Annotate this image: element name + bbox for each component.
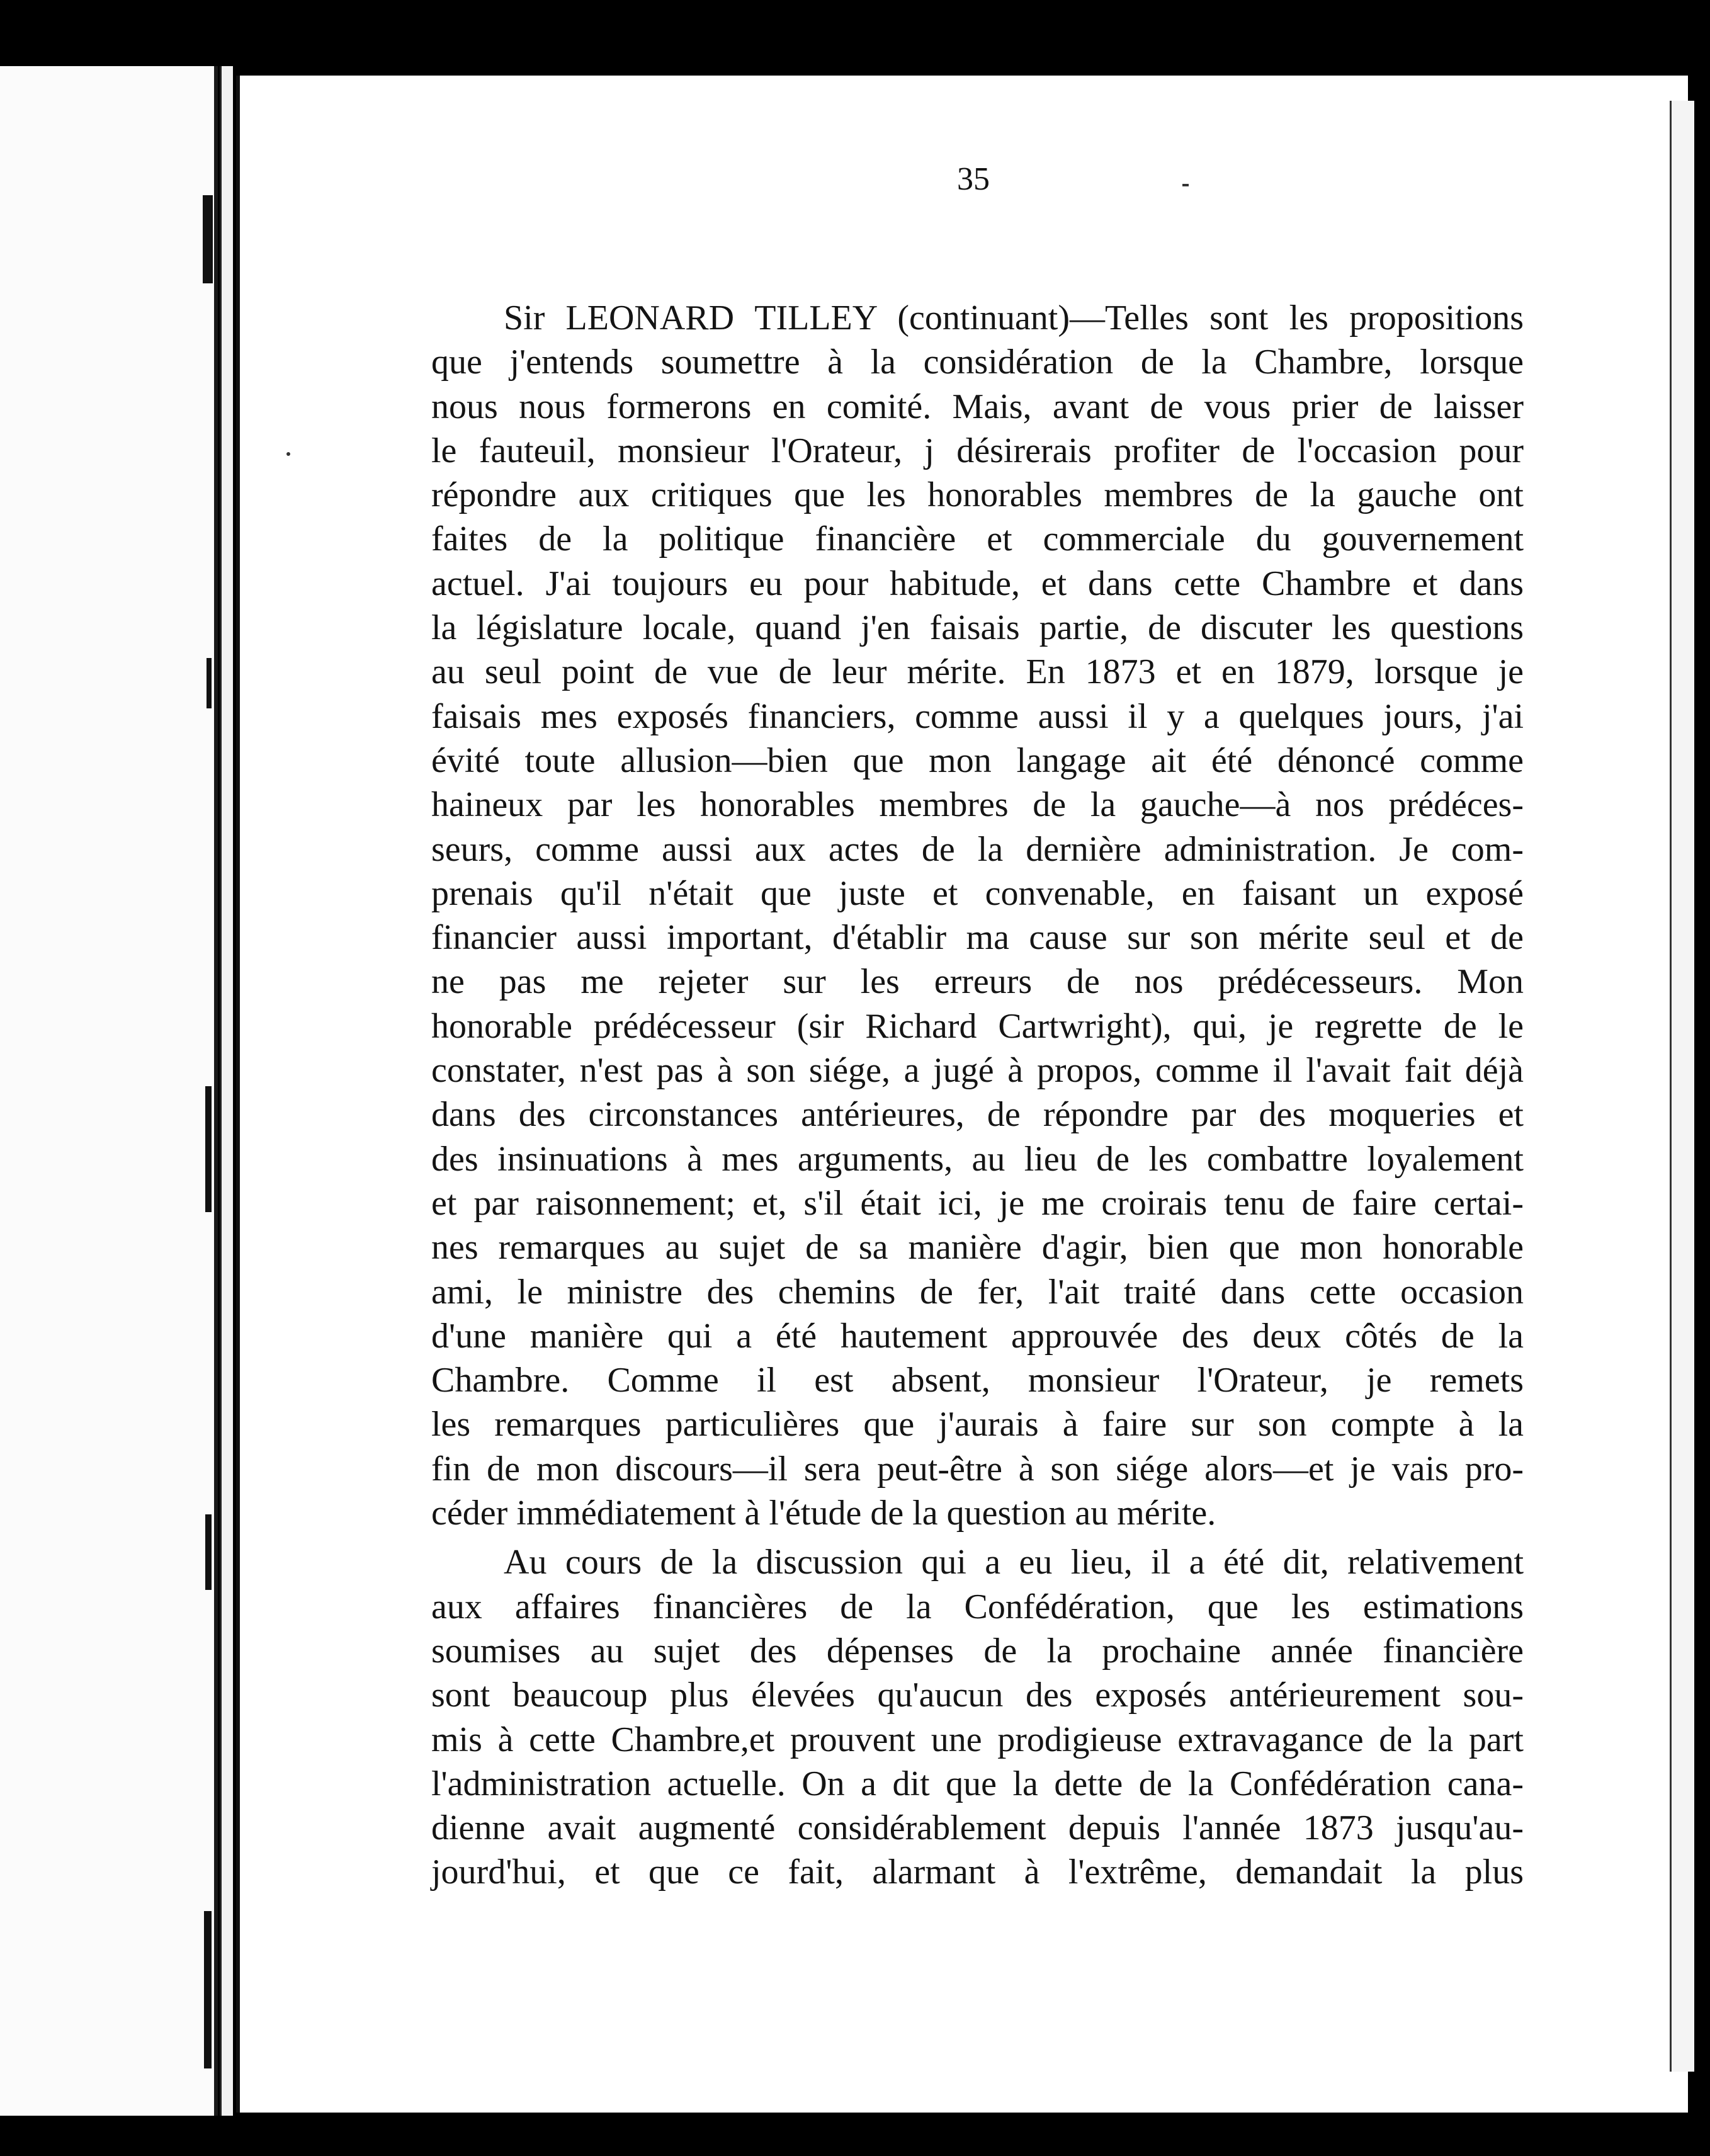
text-line: faisais mes exposés financiers, comme aussi il y a quelques jours, j'ai — [431, 696, 1524, 736]
text-line: sont beaucoup plus élevées qu'aucun des exposés antérieurement sou- — [431, 1676, 1524, 1715]
text-line: constater, n'est pas à son siége, a jugé à propos, comme il l'avait fait déjà — [431, 1051, 1524, 1091]
text-line: ami, le ministre des chemins de fer, l'ait traité dans cette occasion — [431, 1272, 1524, 1312]
text-line: Chambre. Comme il est absent, monsieur l'Orateur, je remets — [431, 1361, 1524, 1400]
page-number: 35 — [957, 161, 990, 197]
text-line: seurs, comme aussi aux actes de la dernière administration. Je com- — [431, 829, 1524, 869]
text-line: évité toute allusion—bien que mon langage ait été dénoncé comme — [431, 740, 1524, 780]
binding-mark — [207, 658, 212, 708]
text-line: faites de la politique financière et commerciale du gouvernement — [431, 519, 1524, 559]
text-line: haineux par les honorables membres de la gauche—à nos prédéces- — [431, 785, 1524, 825]
text-line: prenais qu'il n'était que juste et convenable, en faisant un exposé — [431, 873, 1524, 913]
facing-page-binding — [220, 66, 233, 2116]
binding-mark — [205, 1086, 212, 1212]
text-line: soumises au sujet des dépenses de la prochaine année financière — [431, 1631, 1524, 1671]
text-line: et par raisonnement; et, s'il était ici, je me croirais tenu de faire certai- — [431, 1183, 1524, 1223]
text-line: l'administration actuelle. On a dit que la dette de la Confédération cana- — [431, 1764, 1524, 1803]
binding-mark — [205, 1514, 212, 1590]
text-line: les remarques particulières que j'aurais à faire sur son compte à la — [431, 1405, 1524, 1444]
paragraph-2 — [431, 1540, 1524, 1894]
text-line: répondre aux critiques que les honorables membres de la gauche ont — [431, 475, 1524, 515]
text-line: Au cours de la discussion qui a eu lieu, il a été dit, relativement — [504, 1543, 1524, 1582]
text-line: céder immédiatement à l'étude de la question au mérite. — [431, 1494, 1216, 1533]
text-line: la législature locale, quand j'en faisais partie, de discuter les questions — [431, 608, 1524, 648]
text-line: nes remarques au sujet de sa manière d'agir, bien que mon honorable — [431, 1228, 1524, 1268]
text-line: nous nous formerons en comité. Mais, avant de vous prier de laisser — [431, 387, 1524, 426]
text-line: jourd'hui, et que ce fait, alarmant à l'extrême, demandait la plus — [431, 1852, 1524, 1892]
facing-page-edge — [0, 66, 218, 2116]
text-line: que j'entends soumettre à la considération de la Chambre, lorsque — [431, 343, 1524, 382]
body-text — [431, 296, 1524, 1895]
text-line: actuel. J'ai toujours eu pour habitude, et dans cette Chambre et dans — [431, 564, 1524, 603]
text-line: le fauteuil, monsieur l'Orateur, j désirerais profiter de l'occasion pour — [431, 431, 1524, 470]
text-line: d'une manière qui a été hautement approuvée des deux côtés de la — [431, 1316, 1524, 1356]
text-line: fin de mon discours—il sera peut-être à son siége alors—et je vais pro- — [431, 1449, 1524, 1489]
text-line: dans des circonstances antérieures, de répondre par des moqueries et — [431, 1095, 1524, 1135]
text-line: aux affaires financières de la Confédération, que les estimations — [431, 1587, 1524, 1626]
paragraph-1 — [431, 296, 1524, 1535]
text-line: au seul point de vue de leur mérite. En 1873 et en 1879, lorsque je — [431, 652, 1524, 692]
text-line: mis à cette Chambre,et prouvent une prodigieuse extravagance de la part — [431, 1720, 1524, 1759]
binding-mark — [204, 1911, 212, 2068]
speck — [1182, 184, 1189, 186]
text-line: Sir LEONARD TILLEY (continuant)—Telles sont les propositions — [504, 298, 1524, 338]
text-line: des insinuations à mes arguments, au lieu de les combattre loyalement — [431, 1139, 1524, 1179]
text-line: ne pas me rejeter sur les erreurs de nos prédécesseurs. Mon — [431, 962, 1524, 1002]
page-right-edge — [1670, 101, 1694, 2072]
text-line: dienne avait augmenté considérablement depuis l'année 1873 jusqu'au- — [431, 1808, 1524, 1848]
binding-mark — [203, 195, 213, 283]
speck — [286, 452, 290, 456]
text-line: honorable prédécesseur (sir Richard Cartwright), qui, je regrette de le — [431, 1006, 1524, 1046]
text-line: financier aussi important, d'établir ma cause sur son mérite seul et de — [431, 918, 1524, 958]
